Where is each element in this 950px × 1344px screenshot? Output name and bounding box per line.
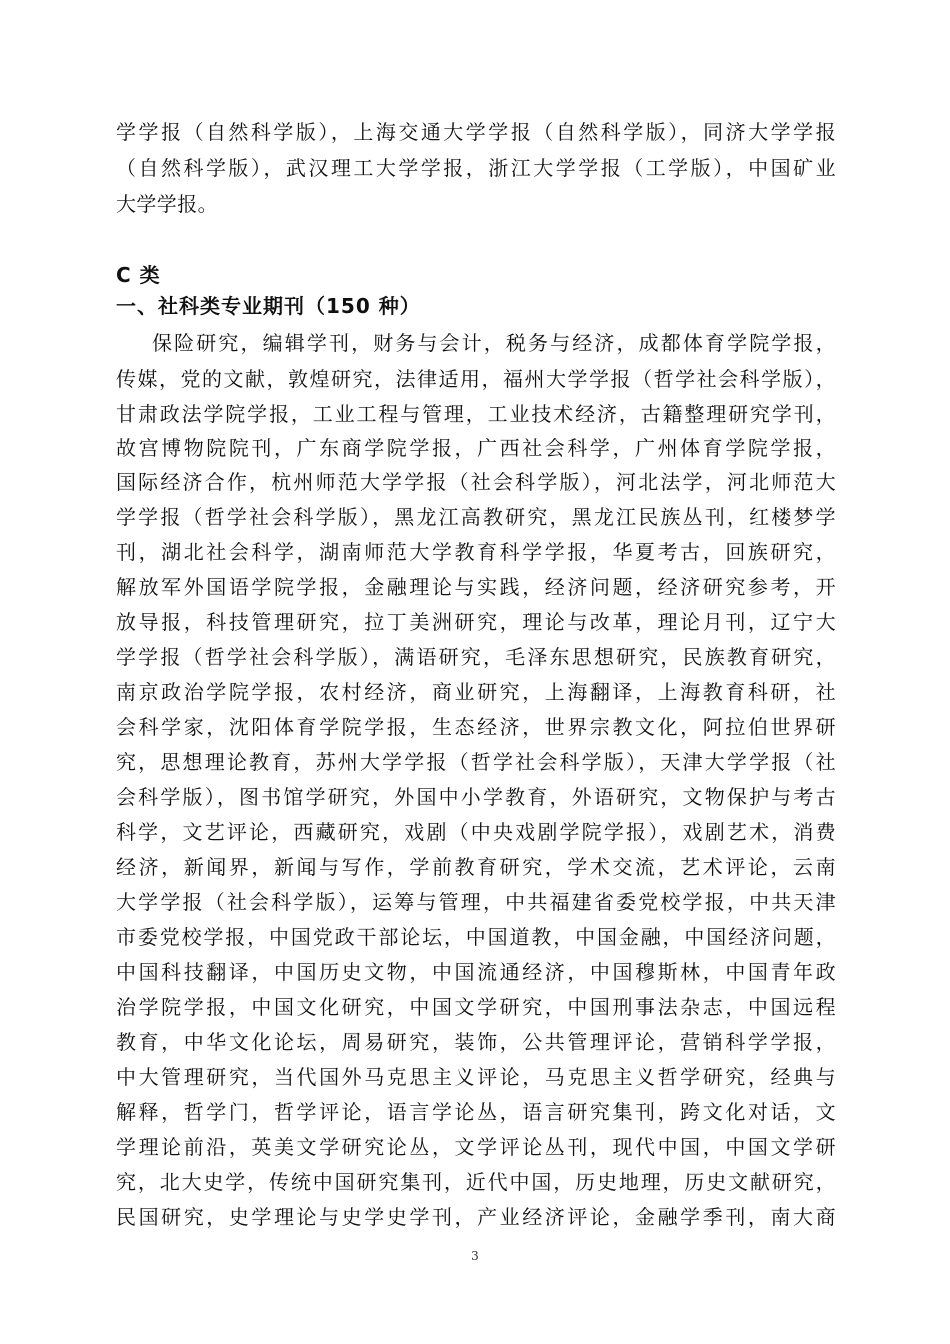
- intro-line: （自然科学版），武汉理工大学学报，浙江大学学报（工学版），中国矿业: [116, 156, 836, 180]
- body-line: 解释，哲学门，哲学评论，语言学论丛，语言研究集刊，跨文化对话，文: [116, 1100, 836, 1124]
- body-line: 学学报（哲学社会科学版），黑龙江高教研究，黑龙江民族丛刊，红楼梦学: [116, 505, 836, 529]
- body-line: 科学，文艺评论，西藏研究，戏剧（中央戏剧学院学报），戏剧艺术，消费: [116, 820, 836, 844]
- body-line: 市委党校学报，中国党政干部论坛，中国道教，中国金融，中国经济问题，: [116, 925, 836, 949]
- body-line: 会科学版），图书馆学研究，外国中小学教育，外语研究，文物保护与考古: [116, 785, 836, 809]
- intro-line: 大学学报。: [116, 192, 218, 216]
- body-line: 民国研究，史学理论与史学史学刊，产业经济评论，金融学季刊，南大商: [116, 1205, 836, 1229]
- body-line: 经济，新闻界，新闻与写作，学前教育研究，学术交流，艺术评论，云南: [116, 855, 836, 879]
- body-line: 学学报（哲学社会科学版），满语研究，毛泽东思想研究，民族教育研究，: [116, 645, 836, 669]
- body-line: 放导报，科技管理研究，拉丁美洲研究，理论与改革，理论月刊，辽宁大: [116, 610, 836, 634]
- body-line: 学理论前沿，英美文学研究论丛，文学评论丛刊，现代中国，中国文学研: [116, 1135, 836, 1159]
- body-line: 中国科技翻译，中国历史文物，中国流通经济，中国穆斯林，中国青年政: [116, 960, 836, 984]
- body-line: 国际经济合作，杭州师范大学学报（社会科学版），河北法学，河北师范大: [116, 470, 836, 494]
- body-line: 治学院学报，中国文化研究，中国文学研究，中国刑事法杂志，中国远程: [116, 995, 836, 1019]
- category-heading: C 类: [116, 263, 161, 287]
- body-line: 大学学报（社会科学版），运筹与管理，中共福建省委党校学报，中共天津: [116, 890, 836, 914]
- body-line: 故宫博物院院刊，广东商学院学报，广西社会科学，广州体育学院学报，: [116, 436, 836, 460]
- body-line: 究，北大史学，传统中国研究集刊，近代中国，历史地理，历史文献研究，: [116, 1170, 836, 1194]
- body-line: 中大管理研究，当代国外马克思主义评论，马克思主义哲学研究，经典与: [116, 1065, 836, 1089]
- intro-line: 学学报（自然科学版），上海交通大学学报（自然科学版），同济大学学报: [116, 120, 836, 144]
- section-heading: 一、社科类专业期刊（150 种）: [116, 294, 421, 318]
- page-number: 3: [471, 1249, 479, 1263]
- body-line: 教育，中华文化论坛，周易研究，装饰，公共管理评论，营销科学学报，: [116, 1030, 836, 1054]
- body-line: 会科学家，沈阳体育学院学报，生态经济，世界宗教文化，阿拉伯世界研: [116, 715, 836, 739]
- body-line: 究，思想理论教育，苏州大学学报（哲学社会科学版），天津大学学报（社: [116, 750, 836, 774]
- body-line: 南京政治学院学报，农村经济，商业研究，上海翻译，上海教育科研，社: [116, 680, 836, 704]
- body-line: 保险研究，编辑学刊，财务与会计，税务与经济，成都体育学院学报，: [152, 331, 836, 355]
- body-line: 传媒，党的文献，敦煌研究，法律适用，福州大学学报（哲学社会科学版），: [116, 367, 836, 391]
- body-line: 刊，湖北社会科学，湖南师范大学教育科学学报，华夏考古，回族研究，: [116, 540, 836, 564]
- body-line: 解放军外国语学院学报，金融理论与实践，经济问题，经济研究参考，开: [116, 575, 836, 599]
- body-line: 甘肃政法学院学报，工业工程与管理，工业技术经济，古籍整理研究学刊，: [116, 402, 836, 426]
